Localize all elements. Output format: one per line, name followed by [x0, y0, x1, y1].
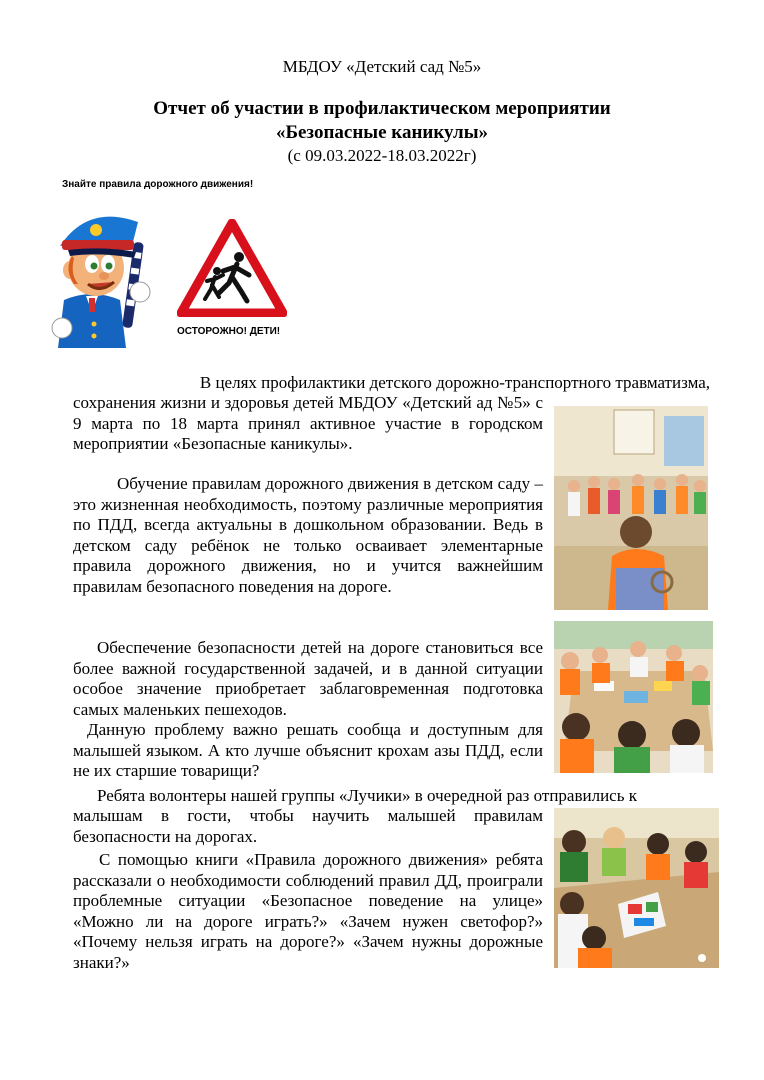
paragraph-1-first-line: В целях профилактики детского дорожно-транспортного травматизма, — [199, 373, 710, 392]
children-warning-sign-icon — [177, 219, 287, 317]
children-group-photo-icon — [554, 406, 708, 610]
report-title — [0, 97, 764, 145]
report-dates: (с 09.03.2022-18.03.2022г) — [287, 146, 477, 165]
paragraph-5: малышам в гости, чтобы научить малышей правилам безопасности на дорогах. — [73, 806, 543, 846]
caution-caption: ОСТОРОЖНО! ДЕТИ! — [177, 326, 281, 337]
paragraph-1: сохранения жизни и здоровья детей МБДОУ «Детский ад №5» с 9 марта по 18 марта принял активное участие в городском мероприятии «Безопасные каникулы». — [73, 393, 543, 453]
organization-name: МБДОУ «Детский сад №5» — [282, 57, 482, 76]
children-book-photo-icon — [554, 808, 719, 968]
paragraph-6: С помощью книги «Правила дорожного движения» ребята рассказали о необходимости соблюдений правил ДД, проиграли проблемные ситуации «Безопасное поведение на улице» «Можно ли на дороге играть?» «Зачем нужен светофор?» «Почему нельзя играть на дороге?» «Зачем нужны дорожные знаки?» — [73, 850, 543, 972]
paragraph-5-first-line: Ребята волонтеры нашей группы «Лучики» в очередной раз отправились к — [97, 786, 637, 805]
report-title-line1: Отчет об участии в профилактическом мероприятии — [153, 98, 611, 119]
paragraph-4: Данную проблему важно решать сообща и доступным для малышей языком. А кто лучше объяснит крохам азы ПДД, если не их старшие товарищи? — [73, 720, 543, 780]
traffic-officer-cartoon-icon — [34, 200, 158, 350]
report-title-line2: «Безопасные каникулы» — [275, 122, 489, 143]
children-table-photo-icon — [554, 621, 713, 773]
rules-caption: Знайте правила дорожного движения! — [62, 179, 254, 190]
paragraph-3: Обеспечение безопасности детей на дороге становиться все более важной государственной задачей, и в данной ситуации особое значение приобретает заблаговременная подготовка самых маленьких пешеходов. — [73, 638, 543, 719]
paragraph-2: Обучение правилам дорожного движения в детском саду – это жизненная необходимость, поэтому различные мероприятия по ПДД, всегда актуальны в дошкольном образовании. Ведь в детском саду ребёнок не только осваивает элементарные правила дорожного движения, но и учится важнейшим правилам безопасного поведения на дороге. — [73, 474, 543, 596]
